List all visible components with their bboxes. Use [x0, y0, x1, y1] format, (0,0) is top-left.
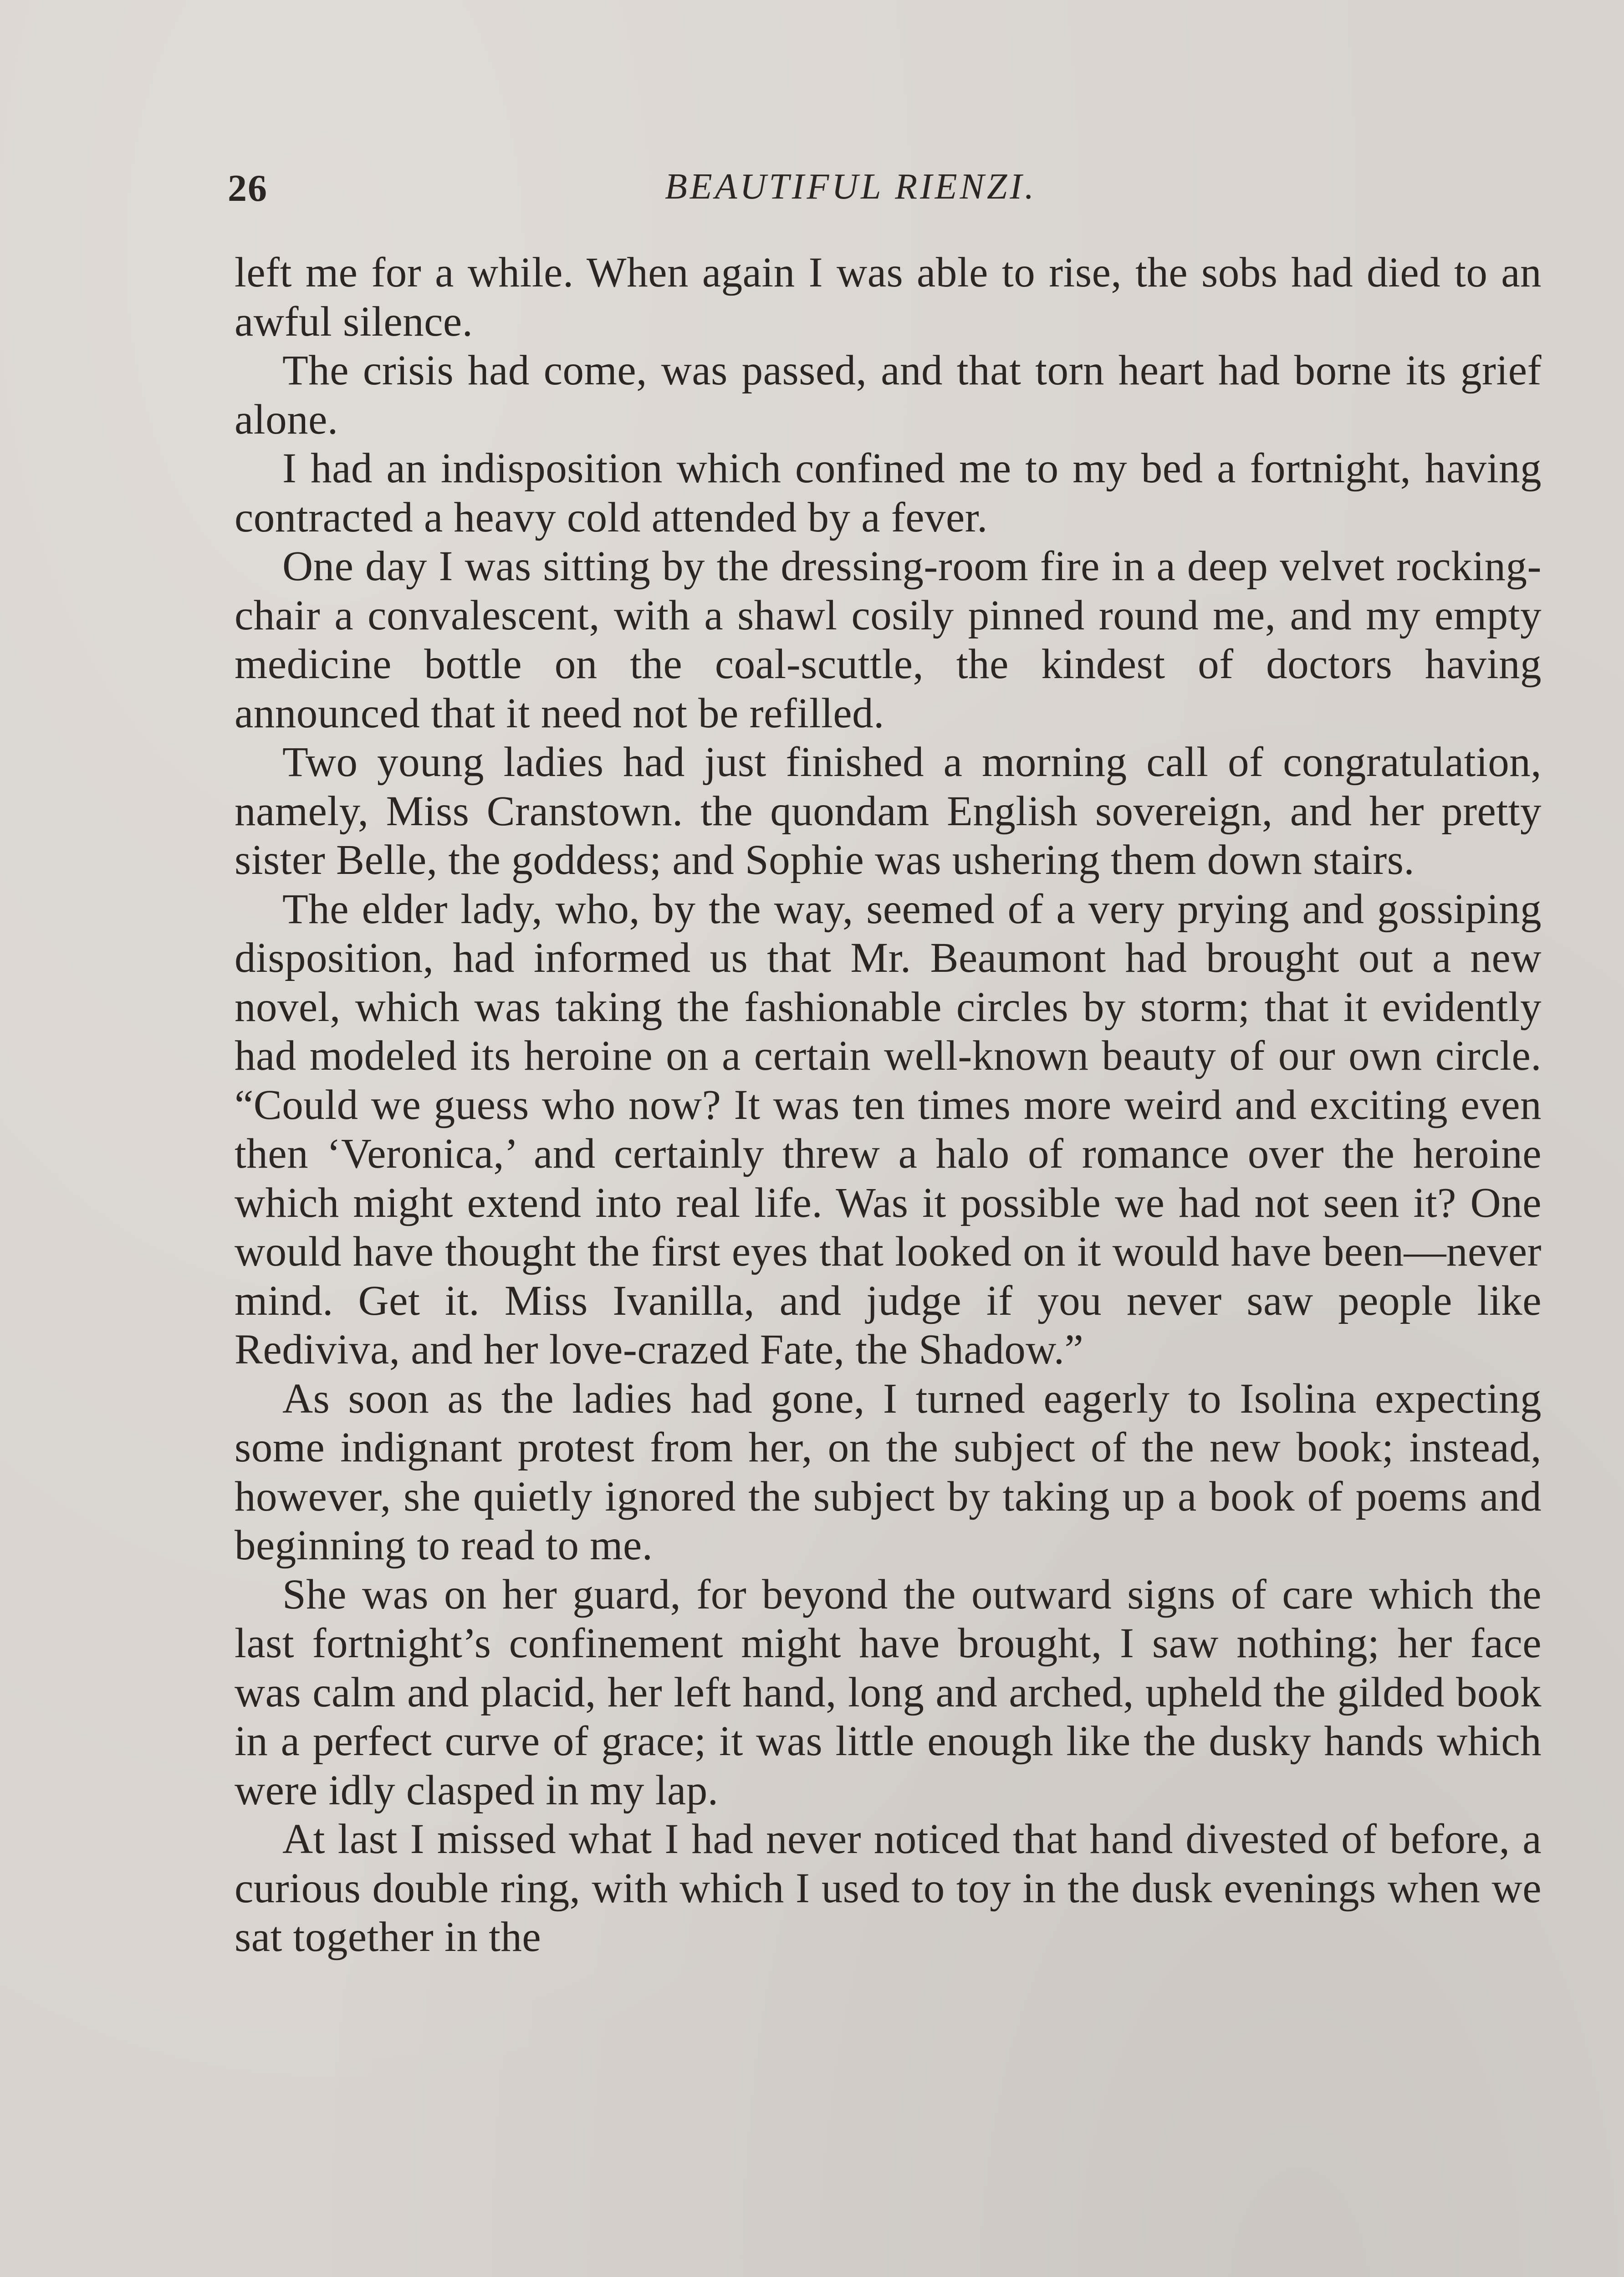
body-text [235, 248, 1542, 1962]
page-header [228, 166, 1548, 216]
paragraph-8: She was on her guard, for beyond the outward signs of care which the last fortnight’s confinement might have brought, I saw nothing; her face was calm and placid, her left hand, long and arched, upheld the gilded book in a perfect curve of grace; it was little enough like the dusky hands which were idly clasped in my lap. [235, 1571, 1542, 1814]
paragraph-6: The elder lady, who, by the way, seemed of a very prying and gossiping disposition, had informed us that Mr. Beaumont had brought out a new novel, which was taking the fashionable circles by storm; that it evidently had modeled its heroine on a certain well-known beauty of our own circle. “Could we guess who now? It was ten times more weird and exciting even then ‘Veronica,’ and certainly threw a halo of romance over the heroine which might extend into real life. Was it possible we had not seen it? One would have thought the first eyes that looked on it would have been—never mind. Get it. Miss Ivanilla, and judge if you never saw people like Rediviva, and her love-crazed Fate, the Shadow.” [235, 885, 1542, 1373]
paragraph-3: I had an indisposition which confined me to my bed a fortnight, having contracted a heavy cold attended by a fever. [235, 445, 1542, 541]
page-number: 26 [228, 167, 268, 209]
paragraph-7: As soon as the ladies had gone, I turned eagerly to Isolina expecting some indignant protest from her, on the subject of the new book; instead, however, she quietly ignored the subject by taking up a book of poems and beginning to read to me. [235, 1375, 1542, 1569]
paragraph-1: left me for a while. When again I was able to rise, the sobs had died to an awful silence. [235, 249, 1542, 345]
running-title: BEAUTIFUL RIENZI. [665, 167, 1037, 207]
paragraph-2: The crisis had come, was passed, and that torn heart had borne its grief alone. [235, 347, 1542, 443]
paragraph-4: One day I was sitting by the dressing-room fire in a deep velvet rocking-chair a convalescent, with a shawl cosily pinned round me, and my empty medicine bottle on the coal-scuttle, the kindest of doctors having announced that it need not be refilled. [235, 543, 1542, 737]
paragraph-9: At last I missed what I had never noticed that hand divested of before, a curious double ring, with which I used to toy in the dusk evenings when we sat together in the [235, 1816, 1542, 1960]
paragraph-5: Two young ladies had just finished a morning call of congratulation, namely, Miss Cranstown. the quondam English sovereign, and her pretty sister Belle, the goddess; and Sophie was ushering them down stairs. [235, 739, 1542, 883]
